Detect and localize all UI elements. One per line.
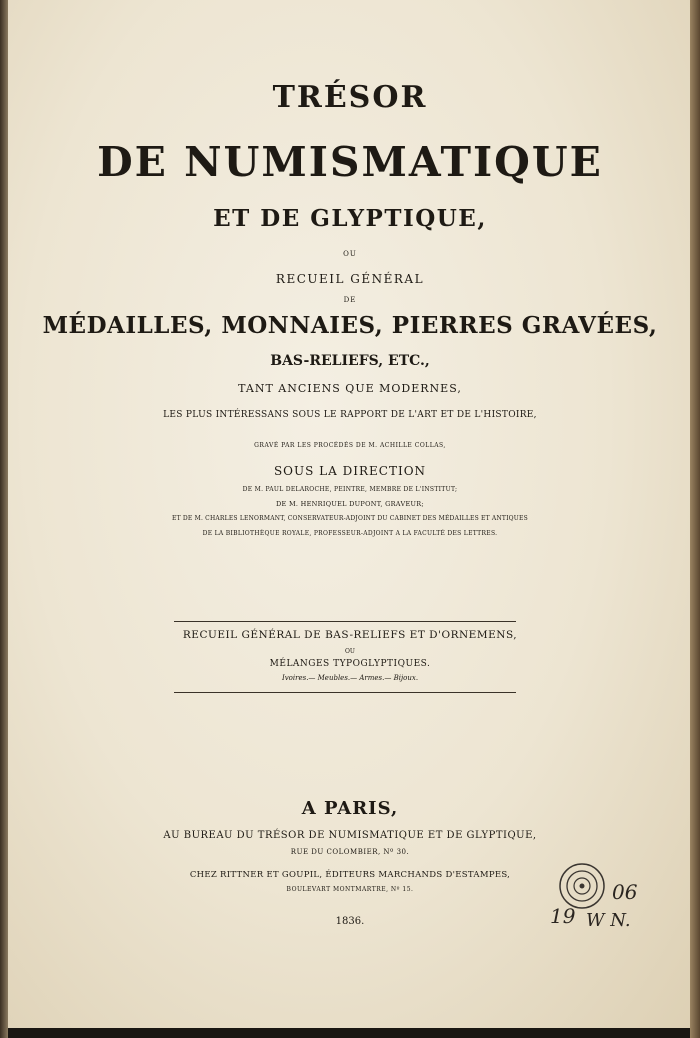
imprint-year: 1836. (335, 916, 365, 927)
imprint-rue: RUE DU COLOMBIER, Nº 30. (290, 848, 410, 856)
interessans-line: LES PLUS INTÉRESSANS SOUS LE RAPPORT DE L'ART ET DE L'HISTOIRE, (163, 410, 537, 420)
basreliefs-line: BAS-RELIEFS, ETC., (270, 353, 430, 369)
imprint-city: A PARIS, (301, 798, 399, 819)
director-delaroche: DE M. PAUL DELAROCHE, PEINTRE, MEMBRE DE L'INSTITUT; (242, 486, 458, 493)
title-page (8, 0, 692, 1028)
page-right-edge (690, 0, 700, 1038)
title-numismatique: DE NUMISMATIQUE (97, 138, 603, 186)
section-items: Ivoires.— Meubles.— Armes.— Bijoux. (281, 674, 419, 682)
direction-heading: SOUS LA DIRECTION (273, 464, 427, 478)
medailles-line: MÉDAILLES, MONNAIES, PIERRES GRAVÉES, (42, 312, 658, 339)
book-spine-edge (0, 0, 8, 1038)
section-heading: RECUEIL GÉNÉRAL DE BAS-RELIEFS ET D'ORNEMENS, (182, 629, 518, 641)
handwritten-initials: W N. (586, 910, 631, 931)
section-subtitle: MÉLANGES TYPOGLYPTIQUES. (269, 659, 431, 669)
director-lenormant: ET DE M. CHARLES LENORMANT, CONSERVATEUR-ADJOINT DU CABINET DES MÉDAILLES ET ANTIQUES (172, 515, 528, 522)
imprint-bureau: AU BUREAU DU TRÉSOR DE NUMISMATIQUE ET DE GLYPTIQUE, (163, 830, 537, 841)
director-lenormant-cont: DE LA BIBLIOTHÈQUE ROYALE, PROFESSEUR-ADJOINT A LA FACULTÉ DES LETTRES. (202, 530, 498, 537)
section-ou: OU (345, 648, 355, 655)
title-glyptique: ET DE GLYPTIQUE, (213, 205, 487, 232)
title-tresor: TRÉSOR (272, 80, 428, 115)
recueil-general: RECUEIL GÉNÉRAL (275, 272, 425, 286)
preposition-de: DE (343, 296, 357, 304)
conjunction-ou: OU (343, 250, 357, 258)
anciens-line: TANT ANCIENS QUE MODERNES, (238, 382, 462, 395)
director-dupont: DE M. HENRIQUEL DUPONT, GRAVEUR; (276, 500, 424, 508)
handwritten-number-2: 06 (612, 880, 638, 904)
section-bottom-rule (174, 692, 516, 693)
handwritten-number-1: 19 (550, 904, 576, 928)
imprint-publishers: CHEZ RITTNER ET GOUPIL, ÉDITEURS MARCHANDS D'ESTAMPES, (189, 870, 511, 880)
imprint-boulevard: BOULEVART MONTMARTRE, Nº 15. (286, 886, 414, 893)
grave-line: GRAVÉ PAR LES PROCÉDÉS DE M. ACHILLE COLLAS, (254, 442, 446, 449)
section-top-rule (174, 621, 516, 622)
